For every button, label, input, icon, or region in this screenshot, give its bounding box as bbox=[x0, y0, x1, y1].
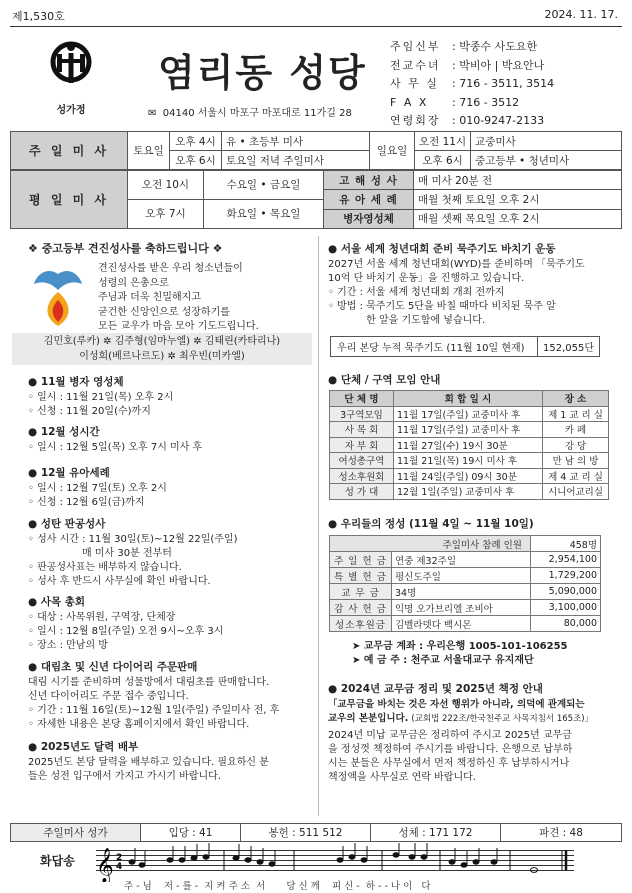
table-row: 성 가 대 12월 1일(주일) 교중미사 후 시니어교리실 bbox=[330, 484, 609, 500]
svg-text:𝄞: 𝄞 bbox=[96, 848, 114, 882]
table-row: 교 무 금 34명 5,090,000 bbox=[330, 584, 601, 600]
table-row: 사 목 회 11월 17일(주일) 교중미사 후 카 페 bbox=[330, 422, 609, 438]
confirmation-line: 성령의 은총으로 bbox=[98, 277, 169, 289]
section-line: 매 미사 30분 전부터 bbox=[28, 548, 172, 559]
psalm-label: 화답송 bbox=[40, 854, 75, 868]
sunday-mass-table bbox=[10, 131, 622, 170]
holder-line: ➤ 예 금 주 : 천주교 서울대교구 유지재단 bbox=[352, 655, 534, 666]
names-line: 이성희(베르나르도) ✲ 최우빈(미카엘) bbox=[79, 351, 245, 362]
info-row: 주임신부 : 박종수 사도요한 bbox=[390, 40, 538, 53]
mass-desc: 교중미사 bbox=[471, 132, 622, 151]
section-line: 을 정성껏 책정하여 주시기를 바랍니다. 은행으로 납부하 bbox=[328, 744, 573, 755]
table-row: 성소후원금 김벨라뎃다 백시몬 80,000 bbox=[330, 616, 601, 632]
section-line: 시는 분들은 사무실에서 먼저 책정하신 후 납부하시거나 bbox=[328, 758, 570, 769]
section-line: 10억 단 바치기 운동」을 진행하고 있습니다. bbox=[328, 273, 525, 284]
account-line: ➤ 교무금 계좌 : 우리은행 1005-101-106255 bbox=[352, 641, 568, 652]
sunday-label: 일요일 bbox=[370, 132, 415, 170]
sick-communion-section bbox=[28, 375, 313, 419]
mass-time: 오전 11시 bbox=[415, 132, 471, 151]
holy-family-logo-icon bbox=[40, 40, 102, 96]
mass-time: 오후 6시 bbox=[415, 151, 471, 170]
weekday-mass-table bbox=[10, 170, 622, 229]
pastoral-assembly-section bbox=[28, 595, 313, 653]
church-dues-section bbox=[328, 682, 624, 785]
confirmation-line: 주님과 더욱 친밀해지고 bbox=[98, 292, 201, 303]
groups-section bbox=[328, 373, 624, 389]
section-line: ◦ 신청 : 12월 6일(금)까지 bbox=[28, 497, 145, 508]
section-line: ◦ 장소 : 만남의 방 bbox=[28, 640, 108, 651]
sunday-mass-label: 주 일 미 사 bbox=[11, 132, 128, 170]
attendance-label: 주일미사 참례 인원 bbox=[330, 536, 531, 552]
section-line: ◦ 성사 후 반드시 사무실에 확인 바랍니다. bbox=[28, 576, 211, 587]
section-title: ● 12월 유아세례 bbox=[28, 467, 110, 479]
parish-title: 염리동 성당 bbox=[158, 51, 367, 95]
mass-desc: 토요일 저녁 주일미사 bbox=[222, 151, 370, 170]
section-line: ◦ 일시 : 11월 21일(목) 오후 2시 bbox=[28, 392, 174, 403]
section-title: ● 서울 세계 청년대회 준비 묵주기도 바치기 운동 bbox=[328, 243, 556, 255]
sacrament-label: 유 아 세 례 bbox=[324, 190, 414, 209]
hymns-bar bbox=[10, 823, 622, 842]
logo-caption: 성가정 bbox=[56, 105, 86, 116]
sacrament-value: 매월 첫째 토요일 오후 2시 bbox=[414, 190, 622, 209]
dues-quote-ref: (교회법 222조/한국천주교 사목지침서 165조)」 bbox=[411, 714, 594, 724]
sacrament-value: 매월 셋째 목요일 오후 2시 bbox=[414, 209, 622, 228]
dues-quote: 교우의 본분입니다. bbox=[328, 713, 409, 724]
weekday-times bbox=[128, 171, 204, 229]
mass-desc: 유 • 초등부 미사 bbox=[222, 132, 370, 151]
section-title: ● 11월 병자 영성체 bbox=[28, 376, 124, 388]
confirmation-section bbox=[28, 242, 313, 335]
info-row: F A X : 716 - 3512 bbox=[390, 95, 520, 109]
section-line: 신년 다이어리도 주문 접수 중입니다. bbox=[28, 691, 189, 702]
section-title: ● 12월 성시간 bbox=[28, 426, 100, 438]
mass-days: 화요일 • 목요일 bbox=[226, 208, 301, 220]
hymn-communion: 성체 : 171 172 bbox=[371, 824, 501, 842]
mass-time: 오후 7시 bbox=[145, 208, 186, 220]
saturday-label: 토요일 bbox=[128, 132, 170, 170]
mass-time: 오전 10시 bbox=[128, 171, 203, 200]
mass-desc: 중고등부 • 청년미사 bbox=[471, 151, 622, 170]
music-notes-icon bbox=[96, 842, 574, 882]
envelope-icon: ✉ bbox=[148, 108, 157, 119]
svg-text:4: 4 bbox=[116, 862, 123, 872]
section-line: 책정액을 사무실로 연락 바랍니다. bbox=[328, 772, 476, 783]
donations-table bbox=[329, 535, 601, 632]
music-staff bbox=[96, 842, 574, 882]
section-line: 2027년 서울 세계 청년대회(WYD)를 준비하며 「묵주기도 bbox=[328, 259, 585, 270]
section-title: ● 대림초 및 신년 다이어리 주문판매 bbox=[28, 661, 198, 673]
info-row: 전교수녀 : 박비아 | 박요안나 bbox=[390, 58, 545, 72]
section-line: ◦ 대상 : 사목위원, 구역장, 단체장 bbox=[28, 612, 176, 623]
dove-flame-icon bbox=[32, 266, 84, 326]
sacrament-value: 매 미사 20분 전 bbox=[414, 171, 622, 190]
table-row: 성소후원회 11월 24일(주일) 09시 30분 제 4 교 리 실 bbox=[330, 468, 609, 484]
table-row: 감 사 헌 금 익명 오가브리엘 조비아 3,100,000 bbox=[330, 600, 601, 616]
weekday-mass-label: 평 일 미 사 bbox=[11, 171, 128, 229]
confirmation-names bbox=[12, 333, 312, 365]
section-line: 2024년 미납 교무금은 정리하여 주시고 2025년 교무금 bbox=[328, 730, 572, 741]
section-title: ● 2025년도 달력 배부 bbox=[28, 741, 139, 753]
dues-quote: 「교무금을 바치는 것은 자선 행위가 아니라, 의덕에 관계되는 bbox=[328, 699, 585, 710]
mass-time: 오후 6시 bbox=[170, 151, 222, 170]
section-line: ◦ 일시 : 12월 7일(토) 오후 2시 bbox=[28, 483, 167, 494]
names-line: 김민호(루카) ✲ 김주형(임마누엘) ✲ 김태린(카타리나) bbox=[43, 336, 281, 347]
sacrament-label: 병자영성체 bbox=[324, 209, 414, 228]
issue-date: 2024. 11. 17. bbox=[544, 8, 618, 21]
table-row: 여성총구역 11월 21일(목) 19시 미사 후 만 남 의 방 bbox=[330, 453, 609, 469]
sacrament-label: 고 해 성 사 bbox=[324, 171, 414, 190]
section-title: ● 2024년 교무금 정리 및 2025년 책정 안내 bbox=[328, 683, 543, 695]
christmas-confession-section bbox=[28, 517, 313, 589]
attendance-value: 458명 bbox=[531, 536, 601, 552]
section-line: ◦ 일시 : 12월 5일(목) 오후 7시 미사 후 bbox=[28, 442, 203, 453]
section-line: ◦ 자세한 내용은 본당 홈페이지에서 확인 바랍니다. bbox=[28, 719, 250, 730]
advent-candle-sale-section bbox=[28, 660, 316, 732]
mass-time: 오후 4시 bbox=[170, 132, 222, 151]
confirmation-line: 견진성사를 받은 우리 청소년들이 bbox=[98, 263, 243, 274]
hymns-label: 주일미사 성가 bbox=[11, 824, 141, 842]
mass-days: 수요일 • 금요일 bbox=[204, 171, 323, 200]
tally-value: 152,055단 bbox=[538, 337, 600, 357]
col-header: 단 체 명 bbox=[330, 391, 394, 407]
info-row: 사 무 실 : 716 - 3511, 3514 bbox=[390, 77, 555, 90]
rosary-tally bbox=[330, 336, 600, 357]
dues-account bbox=[352, 640, 567, 668]
psalm-lyrics: 주 - 님 저 - 를 - 지 켜 주 소 서 당 신 께 피 신 - 하 - - 나 이 다 bbox=[124, 881, 431, 892]
col-header: 회 합 일 시 bbox=[394, 391, 543, 407]
confirmation-title: ❖ 중고등부 견진성사를 축하드립니다 ❖ bbox=[28, 242, 223, 255]
wyd-rosary-section bbox=[328, 242, 624, 328]
section-line: ◦ 방법 : 묵주기도 5단을 바칠 때마다 비치된 묵주 알 bbox=[328, 301, 556, 312]
address bbox=[148, 104, 352, 119]
issue-number: 제1,530호 bbox=[12, 10, 65, 23]
address-text: 04140 서울시 마포구 마포대로 11가길 28 bbox=[162, 108, 352, 119]
section-title: ● 성탄 판공성사 bbox=[28, 518, 106, 530]
parish-info bbox=[390, 38, 554, 131]
section-line: 대림 시기를 준비하며 성물방에서 대림초를 판매합니다. bbox=[28, 677, 270, 688]
table-row: 자 부 회 11월 27일(수) 19시 30분 강 당 bbox=[330, 437, 609, 453]
section-line: ◦ 판공성사표는 배부하지 않습니다. bbox=[28, 562, 182, 573]
table-row: 주 일 헌 금 연중 제32주일 2,954,100 bbox=[330, 552, 601, 568]
donations-section bbox=[328, 517, 624, 533]
confirmation-line: 모든 교우가 마음 모아 기도드립니다. bbox=[98, 321, 259, 332]
section-line: 한 알을 기도함에 넣습니다. bbox=[328, 315, 486, 326]
parish-logo bbox=[40, 40, 102, 116]
section-line: 들은 성전 입구에서 가지고 가시기 바랍니다. bbox=[28, 771, 221, 782]
weekday-days bbox=[204, 171, 324, 229]
section-line: ◦ 신청 : 11월 20일(수)까지 bbox=[28, 406, 151, 417]
svg-text:2: 2 bbox=[116, 853, 123, 863]
section-title: ● 단체 / 구역 모임 안내 bbox=[328, 374, 441, 386]
col-header: 장 소 bbox=[543, 391, 609, 407]
section-title: ● 우리들의 정성 (11월 4일 ~ 11월 10일) bbox=[328, 518, 534, 530]
hymn-entrance: 입당 : 41 bbox=[141, 824, 241, 842]
infant-baptism-section bbox=[28, 466, 313, 510]
section-line: ◦ 성사 시간 : 11월 30일(토)~12월 22일(주일) bbox=[28, 534, 238, 545]
section-line: ◦ 기간 : 11월 16일(토)~12월 1일(주일) 주일미사 전, 후 bbox=[28, 705, 280, 716]
holy-hour-section bbox=[28, 425, 313, 455]
info-row: 연령회장 : 010-9247-2133 bbox=[390, 114, 545, 127]
section-line: ◦ 일시 : 12월 8일(주일) 오전 9시~오후 3시 bbox=[28, 626, 224, 637]
table-row: 특 별 헌 금 평신도주일 1,729,200 bbox=[330, 568, 601, 584]
hymn-recessional: 파견 : 48 bbox=[501, 824, 622, 842]
groups-table bbox=[329, 390, 609, 500]
confirmation-line: 굳건한 신앙인으로 성장하기를 bbox=[98, 306, 230, 318]
section-line: ◦ 기간 : 서울 세계 청년대회 개최 전까지 bbox=[328, 287, 505, 298]
tally-label: 우리 본당 누적 묵주기도 (11월 10일 현재) bbox=[331, 337, 538, 357]
table-row: 3구역모임 11월 17일(주일) 교중미사 후 제 1 교 리 실 bbox=[330, 406, 609, 422]
hymn-offertory: 봉헌 : 511 512 bbox=[241, 824, 371, 842]
section-title: ● 사목 총회 bbox=[28, 596, 86, 608]
section-line: 2025년도 본당 달력을 배부하고 있습니다. 필요하신 분 bbox=[28, 757, 269, 768]
calendar-section bbox=[28, 740, 316, 784]
